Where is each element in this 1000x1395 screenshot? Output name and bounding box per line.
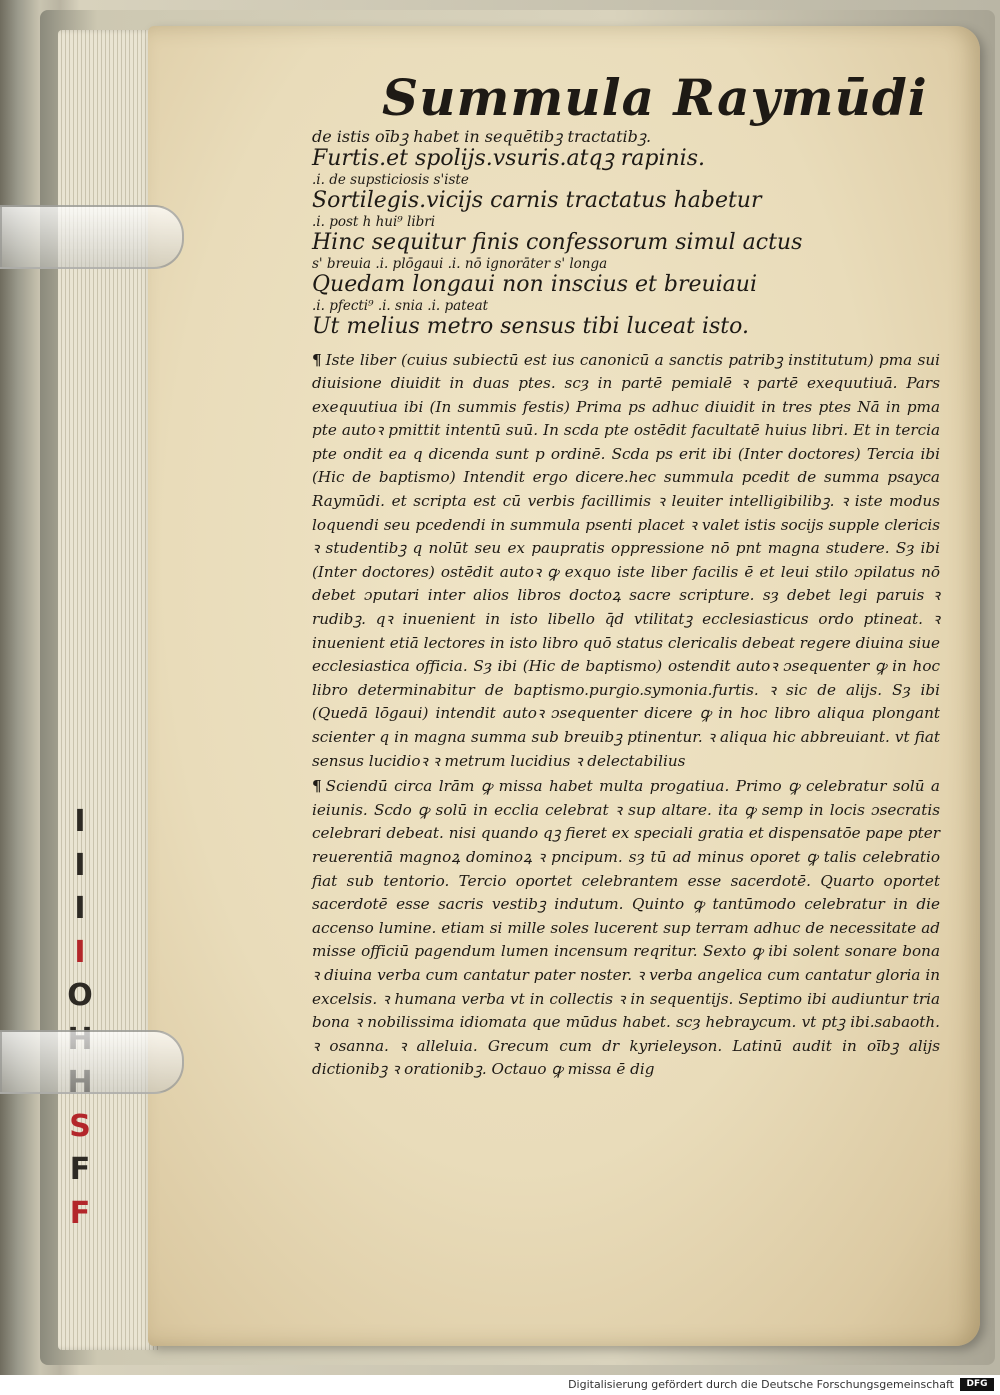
- verse-block: [312, 127, 940, 339]
- page-clip-bottom: [0, 1030, 184, 1094]
- verse-line: de istis oībꝫ habet in sequētibꝫ tractatibꝫ.: [312, 126, 652, 146]
- pilcrow-icon: ¶: [312, 350, 322, 369]
- paragraph-text: Iste liber (cuius subiectū est ius canonicū a sanctis patribꝫ institutum) pma sui diuisione diuidit in duas ptes. scȝ in partē pemialē ꝛ partē exequutiuā. Pars exequutiua ibi (In summis festis) Prima ps adhuc diuidit in tres ptes Nā in pma pte autoꝛ pmittit intentū suū. In scda pte ostēdit facultatē huius libri. Et in tercia pte ondit ea q dicenda sunt p ordinē. Scda ps erit ibi (Inter doctores) Tercia ibi (Hic de baptismo) Intendit ergo dicere.hec summula pcedit de summa psayca Raymūdi. et scripta est cū verbis facillimis ꝛ leuiter intelligibilibꝫ. ꝛ iste modus loquendi seu pcedendi in summula psenti placet ꝛ valet istis socijs supple clericis ꝛ studentibꝫ q nolūt seu ex paupratis oppressione nō pnt magna studere. Sȝ ibi (Inter doctores) ostēdit autoꝛ ꝙ exquo iste liber facilis ē et leui stilo ɔpilatus nō debet ɔputari inter alios libros doctoꝝ sacre scripture. sȝ debet legi paruis ꝛ rudibꝫ. qꝛ inuenient in isto libello q̄d vtilitatꝫ ecclesiasticus ordo ptineat. ꝛ inuenient etiā lectores in isto libro quō status clericalis debeat regere diuina siue ecclesiastica officia. Sȝ ibi (Hic de baptismo) ostendit autoꝛ ɔsequenter ꝙ in hoc libro determinabitur de baptismo.purgio.symonia.furtis. ꝛ sic de alijs. Sȝ ibi (Quedā lōgaui) intendit autoꝛ ɔsequenter dicere ꝙ in hoc libro aliqua plongant scienter q in magna summa sub breuibꝫ ptinentur. ꝛ aliqua hic abbreuiant. vt fiat sensus lucidioꝛ ꝛ metrum lucidius ꝛ delectabilius: [312, 350, 940, 770]
- interlinear-gloss: s' breuia .i. plōgaui .i. nō ignorāter s' longa: [312, 255, 608, 272]
- page-clip-top: [0, 205, 184, 269]
- interlinear-gloss: .i. post h hui⁹ libri: [312, 213, 436, 230]
- edge-letter: O: [67, 978, 93, 1013]
- dfg-logo: DFG: [960, 1378, 994, 1391]
- edge-letter: I: [74, 934, 86, 970]
- verse-line: Furtis.et spolijs.vsuris.atqꝫ rapinis.: [312, 145, 705, 171]
- paragraph-text: Sciendū circa lrām ꝙ missa habet multa progatiua. Primo ꝙ celebratur solū a ieiunis. Scdo ꝙ solū in ecclia celebrat ꝛ sup altare. ita ꝙ semp in locis ɔsecratis celebrari debeat. nisi quando qꝫ fieret ex speciali gratia et dispensatōe pape pter reuerentiā magnoꝝ dominoꝝ ꝛ pncipum. sȝ tū ad minus oporet ꝙ talis celebratio fiat sub tentorio. Tercio oportet celebrantem esse sacerdotē. Quarto oportet sacerdotē esse sacris vestibꝫ indutum. Quinto ꝙ tantūmodo celebratur in die accenso lumine. etiam si mille soles lucerent sup terram adhuc de necessitate ad misse officiū pagendum lumen incensum reqritur. Sexto ꝙ ibi solent sonare bona ꝛ diuina verba cum cantatur pater noster. ꝛ verba angelica cum cantatur gloria in excelsis. ꝛ humana verba vt in collectis ꝛ in sequentijs. Septimo ibi audiuntur tria bona ꝛ nobilissima idiomata que mūdus habet. scȝ hebraycum. vt ptꝫ ibi.sabaoth. ꝛ osanna. ꝛ alleluia. Grecum cum dr kyrieleyson. Latinū audit in oībꝫ alijs dictionibꝫ ꝛ orationibꝫ. Octauo ꝙ missa ē dig: [312, 777, 940, 1079]
- page-title: Summula Raymūdi: [382, 68, 928, 127]
- edge-letters: [62, 800, 98, 1235]
- footer-credit: Digitalisierung gefördert durch die Deutsche Forschungsgemeinschaft: [568, 1378, 954, 1391]
- verse-line: Sortilegis.vicijs carnis tractatus habetur: [312, 187, 762, 213]
- edge-letter: F: [69, 1152, 91, 1187]
- edge-letter: I: [74, 891, 86, 926]
- commentary-paragraph: [312, 349, 940, 774]
- pilcrow-icon: ¶: [312, 777, 322, 796]
- edge-letter: I: [74, 847, 86, 883]
- edge-letter: F: [69, 1195, 91, 1231]
- interlinear-gloss: .i. pfecti⁹ .i. snia .i. pateat: [312, 297, 489, 314]
- edge-letter: I: [74, 804, 86, 839]
- commentary-paragraph: [312, 775, 940, 1082]
- verse-line: Quedam longaui non inscius et breuiaui: [312, 271, 758, 297]
- commentary: [312, 349, 940, 1082]
- verse-line: Hinc sequitur finis confessorum simul actus: [312, 229, 803, 255]
- footer-bar: [0, 1375, 1000, 1395]
- interlinear-gloss: .i. de supsticiosis s'iste: [312, 171, 469, 188]
- page-text: [312, 68, 940, 1082]
- edge-letter: S: [69, 1108, 91, 1144]
- verse-line: Ut melius metro sensus tibi luceat isto.: [312, 313, 749, 339]
